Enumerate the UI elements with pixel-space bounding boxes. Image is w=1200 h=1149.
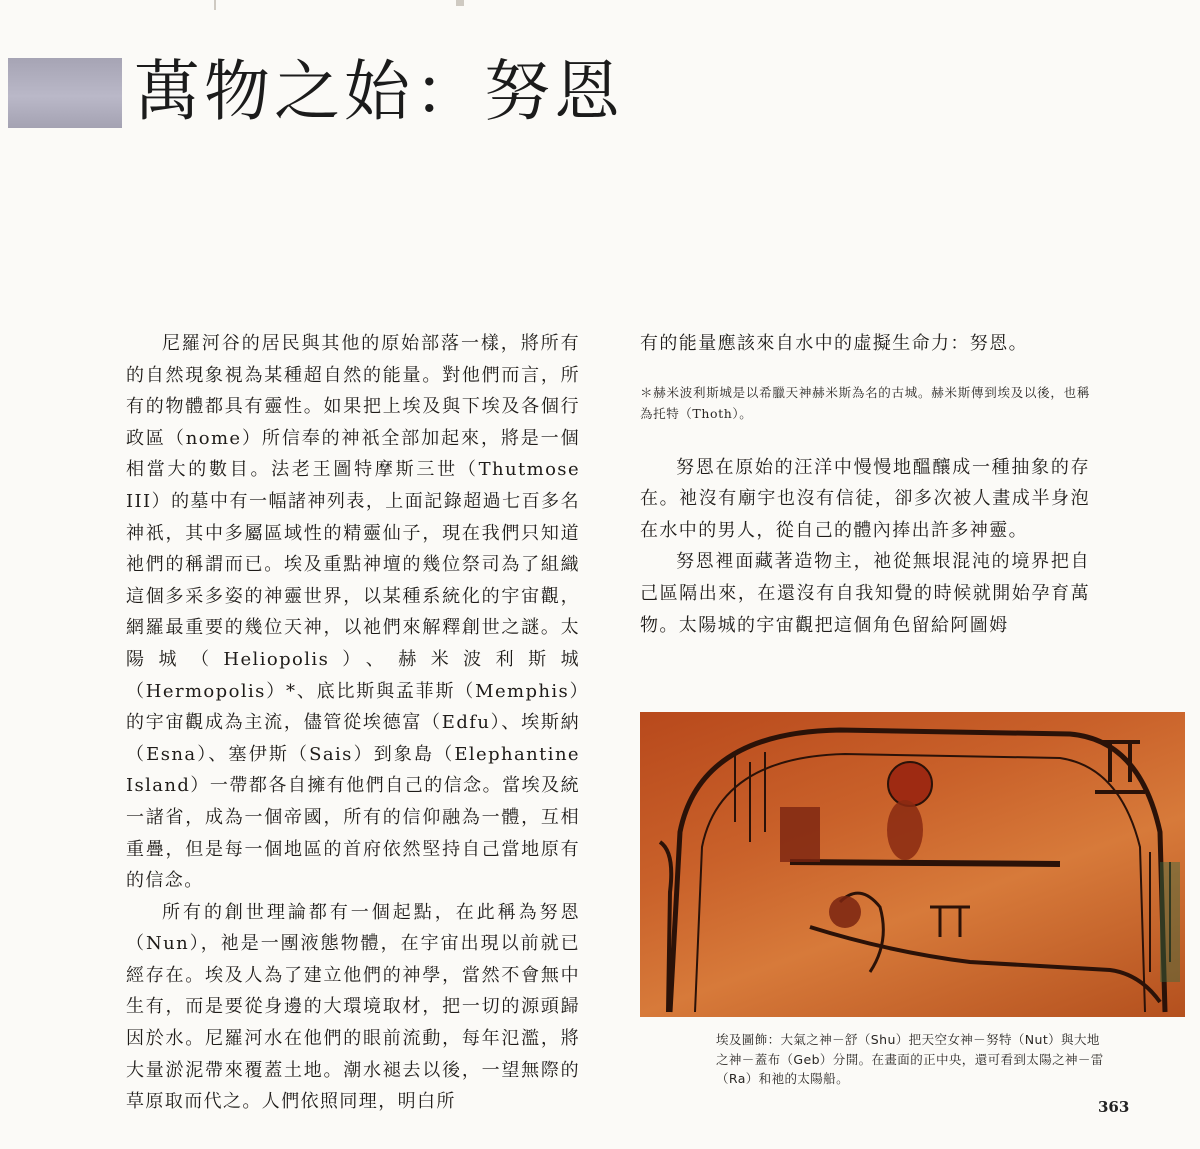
sun-barque — [790, 862, 1060, 864]
hieroglyph-stroke — [1095, 742, 1145, 792]
standing-figure-left — [660, 842, 671, 1012]
title-accent-block — [8, 58, 122, 128]
figure-right-edge — [1160, 862, 1180, 982]
continued-paragraph: 有的能量應該來自水中的虛擬生命力：努恩。 — [640, 333, 1028, 354]
body-paragraph: 尼羅河谷的居民與其他的原始部落一樣，將所有的自然現象視為某種超自然的能量。對他們而言，所有的物體都具有靈性。如果把上埃及與下埃及各個行政區（nome）所信奉的神祇全部加起來，將是一個相當大的數目。法老王圖特摩斯三世（Thutmose III）的墓中有一幅諸神列表，上面記錄超過七百多名神祇，其中多屬區域性的精靈仙子，現在我們只知道祂們的稱謂而已。埃及重點神壇的幾位祭司為了組織這個多采多姿的神靈世界，以某種系統化的宇宙觀，網羅最重要的幾位天神，以祂們來解釋創世之謎。太陽城（Heliopolis）、赫米波利斯城（Hermopolis）*、底比斯與孟菲斯（Memphis）的宇宙觀成為主流，儘管從埃德富（Edfu）、埃斯納（Esna）、塞伊斯（Sais）到象島（Elephantine Island）一帶都各自擁有他們自己的信念。當埃及統一諸省，成為一個帝國，所有的信仰融為一體，互相重疊，但是每一個地區的首府依然堅持自己當地原有的信念。 — [126, 333, 580, 892]
body-paragraph: 努恩裡面藏著造物主，祂從無垠混沌的境界把自己區隔出來，在還沒有自我知覺的時候就開始孕育萬物。太陽城的宇宙觀把這個角色留給阿圖姆 — [640, 551, 1090, 636]
hieroglyph-stroke — [735, 752, 765, 842]
footnote: ＊赫米波利斯城是以希臘天神赫米斯為名的古城。赫米斯傳到埃及以後，也稱為托特（Thoth）。 — [640, 384, 1090, 421]
body-paragraph: 所有的創世理論都有一個起點，在此稱為努恩（Nun），祂是一團液態物體，在宇宙出現以前就已經存在。埃及人為了建立他們的神學，當然不會無中生有，而是要從身邊的大環境取材，把一切的源頭歸因於水。尼羅河水在他們的眼前流動，每年氾濫，將大量淤泥帶來覆蓋土地。潮水褪去以後，一望無際的草原取而代之。人們依照同理，明白所 — [126, 901, 580, 1113]
scan-artifact — [214, 0, 216, 10]
egyptian-papyrus-illustration — [640, 712, 1185, 1017]
right-column — [640, 328, 1090, 641]
page-title: 萬物之始：努恩 — [134, 53, 624, 130]
sun-disc — [888, 762, 932, 806]
figure-caption: 埃及圖飾：大氣之神－舒（Shu）把天空女神－努特（Nut）與大地之神－蓋布（Geb）分開。在畫面的正中央，還可看到太陽之神－雷（Ra）和祂的太陽船。 — [716, 1032, 1104, 1086]
geb-earth-god-figure — [810, 927, 1160, 1002]
offering-table — [780, 807, 820, 862]
geb-head — [829, 896, 861, 928]
body-paragraph: 努恩在原始的汪洋中慢慢地醞釀成一種抽象的存在。祂沒有廟宇也沒有信徒，卻多次被人畫成半身泡在水中的男人，從自己的體內捧出許多神靈。 — [640, 456, 1090, 541]
ra-figure — [887, 800, 923, 860]
scan-artifact — [456, 0, 464, 6]
hieroglyph-stroke — [930, 907, 970, 937]
papyrus-artwork — [640, 712, 1185, 1017]
left-column — [126, 328, 580, 1118]
page-number: 363 — [1098, 1098, 1130, 1116]
